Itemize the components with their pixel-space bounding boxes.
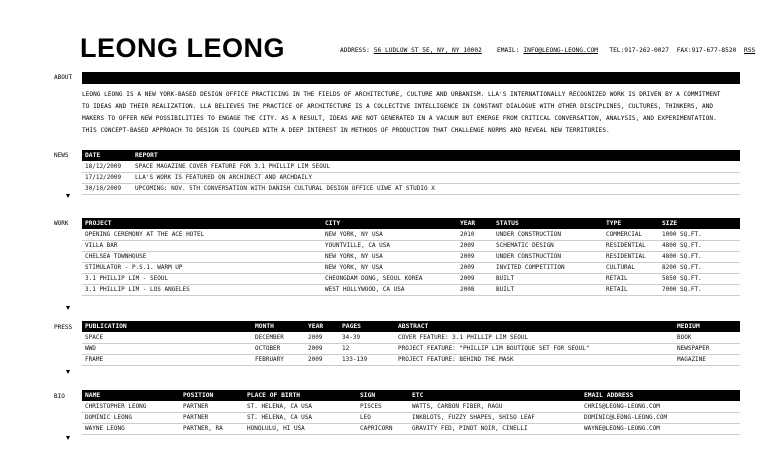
press-col-abstract[interactable]: ABSTRACT [395, 321, 665, 332]
news-table-row[interactable] [82, 184, 740, 195]
bio-col-birth[interactable]: PLACE OF BIRTH [244, 390, 348, 401]
bio-cell: WAYNE@LEONG-LEONG.COM [584, 425, 660, 432]
work-col-year[interactable]: YEAR [457, 218, 485, 229]
work-cell: 7000 SQ.FT. [662, 286, 702, 293]
bio-cell: ST. HELENA, CA USA [247, 403, 313, 410]
work-table-row[interactable] [82, 252, 740, 263]
work-table-row[interactable] [82, 263, 740, 274]
work-table-row[interactable] [82, 241, 740, 252]
press-col-medium[interactable]: MEDIUM [677, 323, 700, 330]
bio-cell: CHRISTOPHER LEONG [85, 403, 147, 410]
work-cell: 3.1 PHILLIP LIM - SEOUL [85, 275, 169, 282]
bio-table-row[interactable] [82, 413, 740, 424]
work-cell: 2009 [460, 253, 475, 260]
press-cell: MAGAZINE [677, 356, 706, 363]
bio-section-label: BIO [54, 393, 65, 400]
work-cell: UNDER CONSTRUCTION [496, 231, 562, 238]
press-table-row[interactable] [82, 355, 740, 366]
press-table-header [82, 321, 740, 332]
press-cell: 2009 [308, 356, 323, 363]
bio-table-row[interactable] [82, 402, 740, 413]
work-cell: 1000 SQ.FT. [662, 231, 702, 238]
news-cell: UPCOMING: NOV. 5TH CONVERSATION WITH DANISH CULTURAL DESIGN OFFICE UIWE AT STUDIO X [135, 185, 435, 192]
press-cell: DECEMBER [255, 334, 284, 341]
news-col-report[interactable]: REPORT [135, 152, 158, 159]
bio-table-header [82, 390, 740, 401]
work-col-city[interactable]: CITY [322, 218, 448, 229]
press-cell: PROJECT FEATURE: BEHIND THE MASK [398, 356, 514, 363]
news-table-row[interactable] [82, 173, 740, 184]
work-cell: COMMERCIAL [606, 231, 643, 238]
bio-table-row[interactable] [82, 424, 740, 435]
work-cell: CHEONGDAM DONG, SEOUL KOREA [325, 275, 423, 282]
press-cell: 34-39 [342, 334, 361, 341]
press-col-pages[interactable]: PAGES [339, 321, 383, 332]
press-col-publication[interactable]: PUBLICATION [82, 321, 242, 332]
press-cell: SPACE [85, 334, 104, 341]
bio-cell: LEO [360, 414, 371, 421]
news-cell: 17/12/2009 [85, 174, 122, 181]
address-link[interactable]: 56 LUDLOW ST 5E, NY, NY 10002 [373, 47, 482, 54]
bio-cell: PARTNER, RA [183, 425, 223, 432]
work-cell: BUILT [496, 286, 515, 293]
bio-col-sign[interactable]: SIGN [357, 390, 403, 401]
work-cell: YOUNTVILLE, CA USA [325, 242, 391, 249]
press-col-year[interactable]: YEAR [305, 321, 329, 332]
work-table-row[interactable] [82, 230, 740, 241]
work-cell: 2008 [460, 286, 475, 293]
work-cell: 3.1 PHILLIP LIM - LOS ANGELES [85, 286, 190, 293]
news-cell: 18/12/2009 [85, 163, 122, 170]
press-cell: 2009 [308, 334, 323, 341]
work-cell: UNDER CONSTRUCTION [496, 253, 562, 260]
news-table-row[interactable] [82, 162, 740, 173]
bio-cell: GRAVITY FED, PINOT NOIR, CINELLI [412, 425, 528, 432]
press-cell: FEBRUARY [255, 356, 284, 363]
about-header-bar [82, 72, 740, 84]
bio-cell: CAPRICORN [360, 425, 393, 432]
work-table-header [82, 218, 740, 229]
press-cell: BOOK [677, 334, 692, 341]
about-line: TO IDEAS AND THEIR REALIZATION. LLA BELIEVES THE PRACTICE OF ARCHITECTURE IS A COLLECTIVE INTELLIGENCE IN CONSTANT DIALOGUE WITH OTHER DISCIPLINES, CULTURES, THINKERS, AND [82, 103, 714, 110]
work-col-project[interactable]: PROJECT [82, 218, 314, 229]
about-section-label: ABOUT [54, 74, 73, 81]
work-cell: 2010 [460, 231, 475, 238]
work-expand-arrow-icon[interactable] [66, 306, 70, 310]
email-link[interactable]: INFO@LEONG-LEONG.COM [523, 47, 598, 54]
work-cell: SCHEMATIC DESIGN [496, 242, 554, 249]
bio-col-position[interactable]: POSITION [180, 390, 236, 401]
press-cell: 133-139 [342, 356, 368, 363]
press-cell: NEWSPAPER [677, 345, 710, 352]
work-cell: VILLA BAR [85, 242, 118, 249]
bio-cell: CHRIS@LEONG-LEONG.COM [584, 403, 660, 410]
work-cell: STIMULATOR - P.S.1. WARM UP [85, 264, 183, 271]
about-line: LEONG LEONG IS A NEW YORK-BASED DESIGN OFFICE PRACTICING IN THE FIELDS OF ARCHITECTURE, CULTURE AND URBANISM. LLA'S INTERNATIONALLY RECOGNIZED WORK IS DRIVEN BY A COMMITMENT [82, 91, 721, 98]
work-cell: RESIDENTIAL [606, 253, 646, 260]
work-col-status[interactable]: STATUS [493, 218, 599, 229]
about-line: THIS CONCEPT-BASED APPROACH TO DESIGN IS COUPLED WITH A DEEP INTEREST IN METHODS OF PRODUCTION THAT CHALLENGE NORMS AND REVEAL NEW TERRITORIES. [82, 127, 610, 134]
press-expand-arrow-icon[interactable] [66, 370, 70, 374]
work-cell: 8200 SQ.FT. [662, 264, 702, 271]
bio-cell: WAYNE LEONG [85, 425, 125, 432]
work-cell: BUILT [496, 275, 515, 282]
bio-cell: DOMINIC LEONG [85, 414, 132, 421]
press-cell: COVER FEATURE: 3.1 PHILLIP LIM SEOUL [398, 334, 529, 341]
work-cell: 4800 SQ.FT. [662, 253, 702, 260]
work-cell: CHELSEA TOWNHOUSE [85, 253, 147, 260]
bio-cell: ST. HELENA, CA USA [247, 414, 313, 421]
email-label: EMAIL: [497, 47, 520, 54]
press-cell: FRAME [85, 356, 104, 363]
news-cell: LLA'S WORK IS FEATURED ON ARCHINECT AND ARCHDAILY [135, 174, 313, 181]
work-cell: NEW YORK, NY USA [325, 253, 383, 260]
press-cell: 12 [342, 345, 350, 352]
bio-cell: INKBLOTS, FUZZY SHAPES, SHISO LEAF [412, 414, 535, 421]
work-cell: RESIDENTIAL [606, 242, 646, 249]
work-cell: WEST HOLLYWOOD, CA USA [325, 286, 405, 293]
press-table-row[interactable] [82, 344, 740, 355]
work-table-row[interactable] [82, 285, 740, 296]
work-cell: 2009 [460, 275, 475, 282]
news-cell: SPACE MAGAZINE COVER FEATURE FOR 3.1 PHILLIP LIM SEOUL [135, 163, 331, 170]
work-section-label: WORK [54, 220, 69, 227]
fax-text: FAX:917-677-8520 [676, 47, 737, 54]
work-cell: 5850 SQ.FT. [662, 275, 702, 282]
bio-col-email[interactable]: EMAIL ADDRESS [584, 392, 634, 399]
news-col-date[interactable]: DATE [82, 150, 126, 161]
bio-cell: DOMINIC@LEONG-LEONG.COM [584, 414, 668, 421]
address-label: ADDRESS: [340, 47, 370, 54]
contact-bar [340, 47, 759, 54]
press-cell: OCTOBER [255, 345, 281, 352]
tel-text: TEL:917-262-0027 [609, 47, 669, 54]
rss-link[interactable]: RSS [744, 47, 756, 54]
bio-cell: HONOLULU, HI USA [247, 425, 305, 432]
work-cell: NEW YORK, NY USA [325, 231, 383, 238]
bio-cell: PARTNER [183, 414, 209, 421]
press-cell: 2009 [308, 345, 323, 352]
work-cell: NEW YORK, NY USA [325, 264, 383, 271]
bio-cell: PARTNER [183, 403, 209, 410]
work-cell: 4800 SQ.FT. [662, 242, 702, 249]
press-col-month[interactable]: MONTH [252, 321, 296, 332]
work-col-size[interactable]: SIZE [662, 220, 678, 227]
work-col-type[interactable]: TYPE [603, 218, 651, 229]
news-cell: 30/10/2009 [85, 185, 122, 192]
site-logo[interactable]: LEONG LEONG [80, 33, 286, 63]
work-cell: RETAIL [606, 286, 628, 293]
news-section-label: NEWS [54, 152, 69, 159]
work-cell: RETAIL [606, 275, 628, 282]
press-table-row[interactable] [82, 333, 740, 344]
about-text [82, 89, 742, 137]
work-cell: CULTURAL [606, 264, 635, 271]
bio-cell: WATTS, CARBON FIBER, RAGU [412, 403, 503, 410]
press-cell: WWD [85, 345, 96, 352]
work-cell: OPENING CEREMONY AT THE ACE HOTEL [85, 231, 205, 238]
work-cell: 2009 [460, 264, 475, 271]
bio-cell: PISCES [360, 403, 382, 410]
work-table-row[interactable] [82, 274, 740, 285]
work-cell: 2009 [460, 242, 475, 249]
news-expand-arrow-icon[interactable] [66, 194, 70, 198]
press-cell: PROJECT FEATURE: "PHILLIP LIM BOUTIQUE SET FOR SEOUL" [398, 345, 590, 352]
bio-expand-arrow-icon[interactable] [66, 436, 70, 440]
bio-col-etc[interactable]: ETC [409, 390, 575, 401]
about-line: MAKERS TO OFFER NEW POSSIBILITIES TO ENGAGE THE CITY. AS A RESULT, IDEAS ARE NOT GENERATED IN A VACUUM BUT EMERGE FROM CRITICAL CONVERSATION, ANALYSIS, AND EXPERIMENTATION. [82, 115, 717, 122]
work-cell: INVITED COMPETITION [496, 264, 565, 271]
news-table-header [82, 150, 740, 161]
bio-col-name[interactable]: NAME [82, 390, 170, 401]
press-section-label: PRESS [54, 324, 73, 331]
